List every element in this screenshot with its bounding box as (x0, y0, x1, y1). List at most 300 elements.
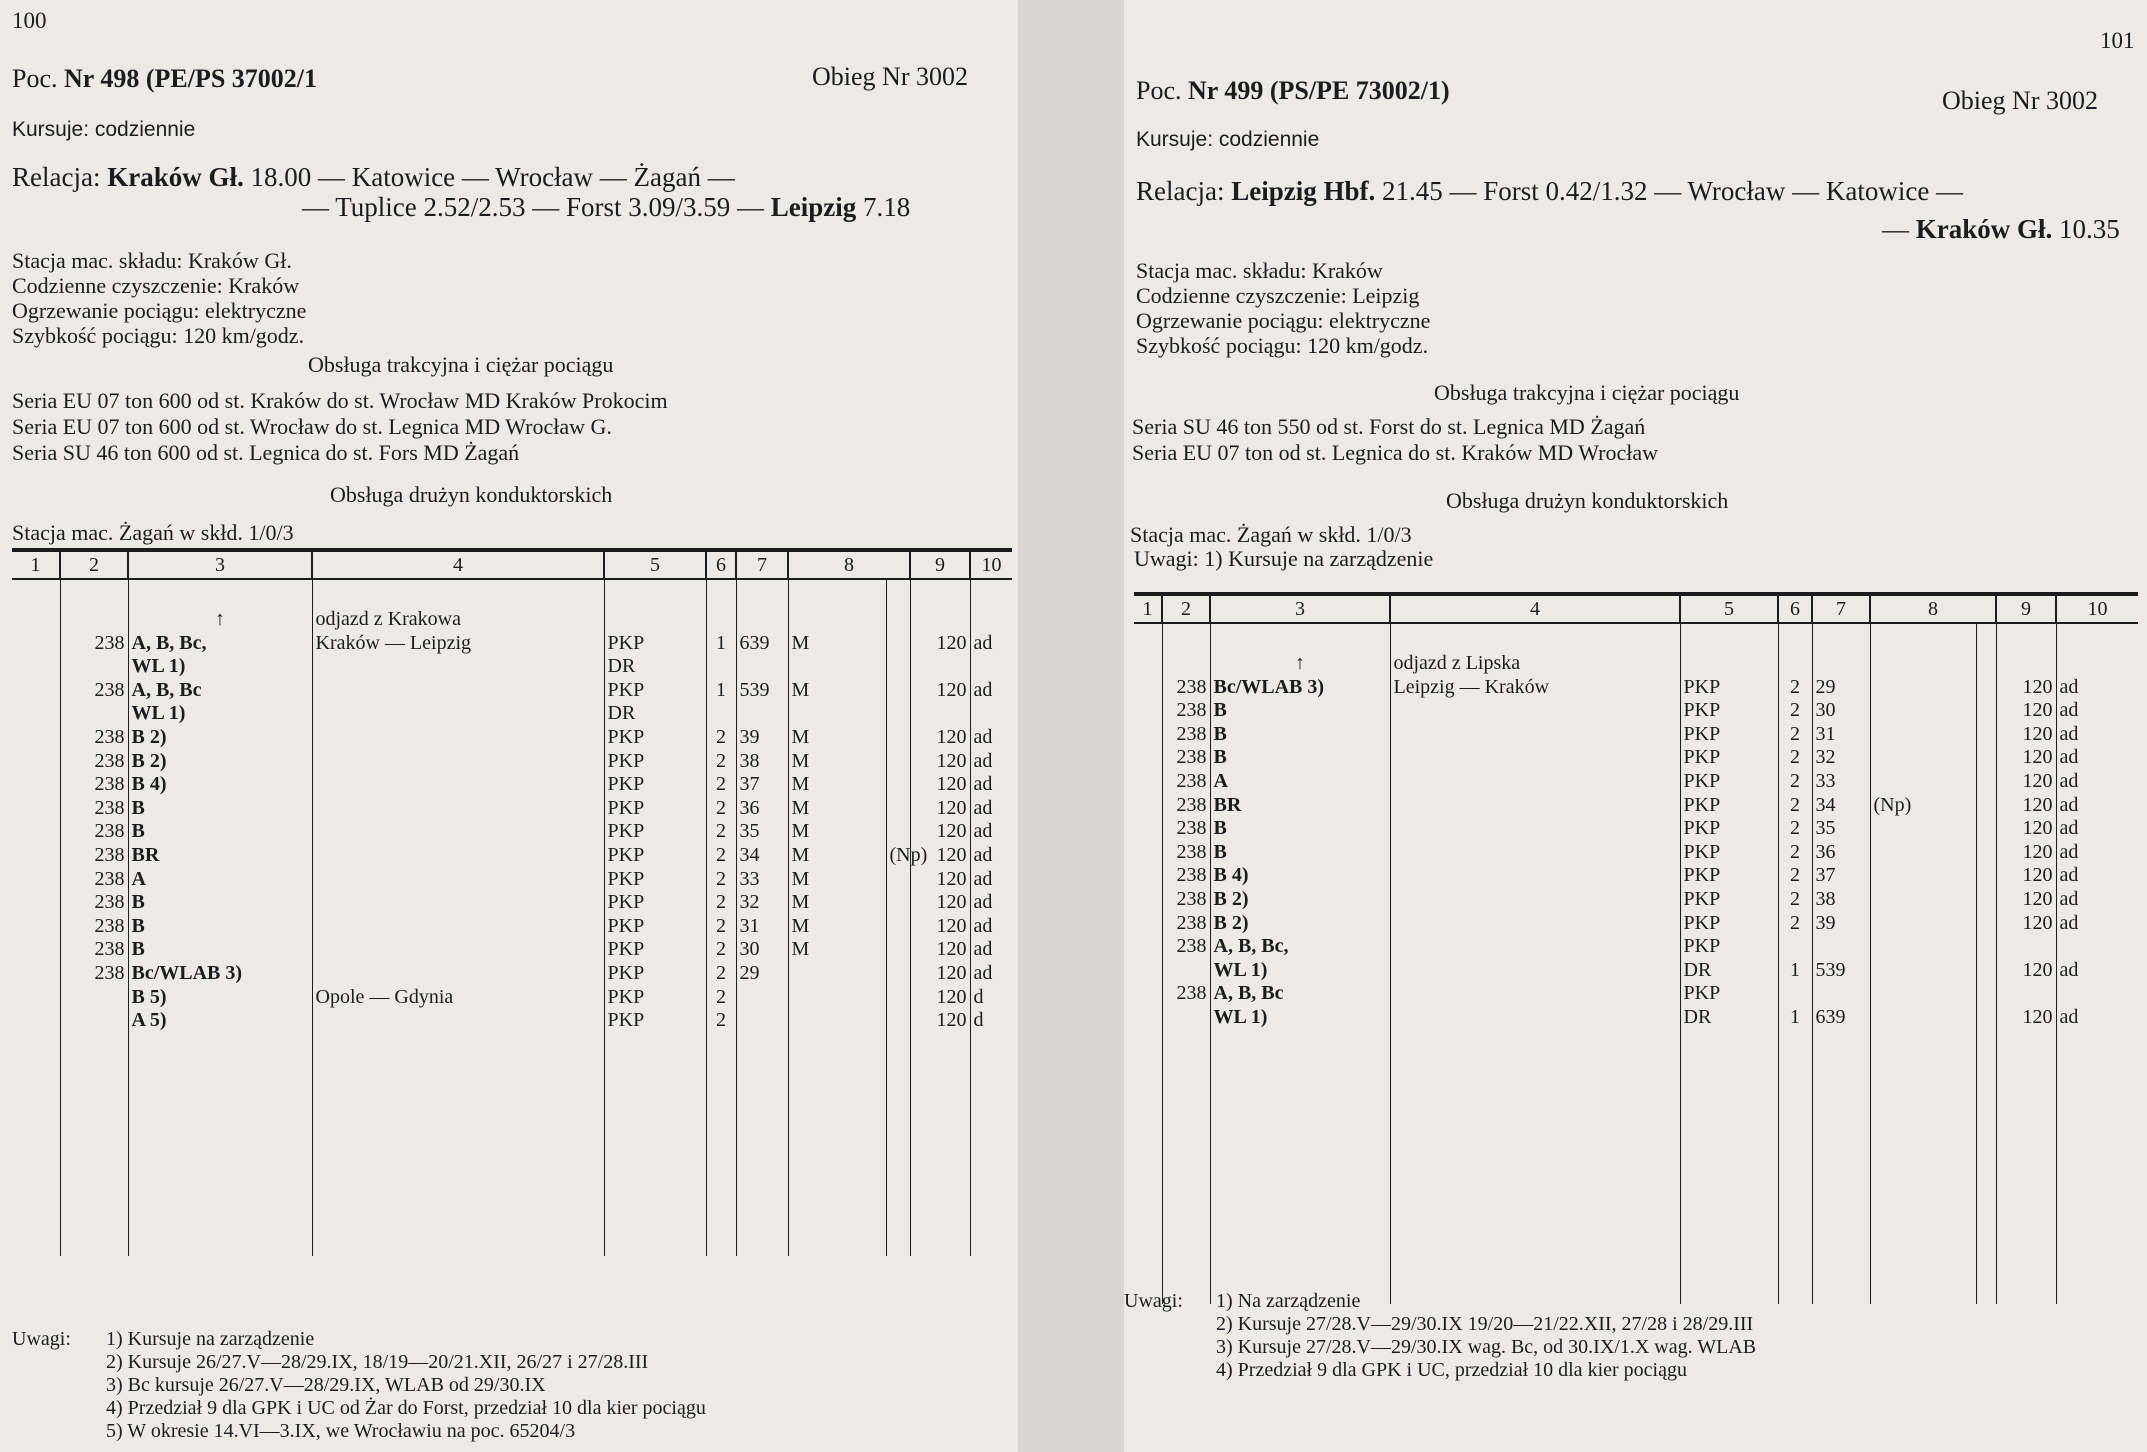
note-line: 3) Kursuje 27/28.V—29/30.IX wag. Bc, od 30.IX/1.X wag. WLAB (1216, 1336, 1757, 1358)
cell-col-10: ad (2059, 840, 2079, 863)
cell-col-7: 33 (736, 868, 788, 892)
notes-list (1216, 1290, 1756, 1382)
cell-col-9 (910, 655, 970, 679)
cell-col-6: 2 (1778, 817, 1812, 841)
info-line: Szybkość pociągu: 120 km/godz. (1136, 333, 1429, 358)
cell-col-5: PKP (604, 962, 706, 986)
cell-col-2: 238 (1162, 864, 1210, 888)
relation-line-1: Relacja: Leipzig Hbf. 21.45 — Forst 0.42/1.32 — Wrocław — Katowice — (1136, 176, 1964, 206)
cell-col-9: 120 (910, 632, 970, 656)
cell-col-8b (1976, 723, 1996, 747)
note-line: 4) Przedział 9 dla GPK i UC od Żar do Forst, przedział 10 dla kier pociągu (106, 1397, 706, 1419)
cell-col-1 (1134, 746, 1162, 770)
cell-col-5: PKP (604, 750, 706, 774)
table-row (12, 844, 1012, 868)
cell-col-4: Kraków — Leipzig (312, 632, 604, 656)
traction-line: Seria EU 07 ton od st. Legnica do st. Kraków MD Wrocław (1132, 440, 1658, 465)
cell-col-6: 2 (706, 986, 736, 1010)
cell-col-6: 2 (706, 844, 736, 868)
info-line: Codzienne czyszczenie: Kraków (12, 273, 300, 298)
table-row (12, 938, 1012, 962)
cell-col-3: A 5) (128, 1009, 312, 1033)
cell-col-9: 120 (1996, 864, 2056, 888)
cell-col-2: 238 (60, 797, 128, 821)
cell-col-5: PKP (1680, 817, 1778, 841)
cell-col-9: 120 (910, 820, 970, 844)
cell-col-5: PKP (604, 986, 706, 1010)
cell-col-10: ad (2059, 722, 2079, 745)
cell-col-3: WL 1) (128, 655, 312, 679)
cell-col-2: 238 (60, 938, 128, 962)
cell-col-8: M (788, 773, 886, 797)
cell-col-4 (312, 915, 604, 939)
table-row (12, 726, 1012, 750)
table-row (12, 655, 1012, 679)
cell-col-9: 120 (1996, 699, 2056, 723)
cell-col-5: PKP (604, 915, 706, 939)
cell-col-7 (1812, 935, 1870, 959)
cell-col-8 (1870, 888, 1976, 912)
cell-col-8 (1870, 770, 1976, 794)
notes-label: Uwagi: (1124, 1290, 1183, 1312)
cell-col-4 (1390, 841, 1680, 865)
cell-col-4 (312, 655, 604, 679)
cell-col-7: 539 (1812, 959, 1870, 983)
info-line: Ogrzewanie pociągu: elektryczne (1136, 308, 1431, 333)
cell-col-3: A, B, Bc (1210, 982, 1390, 1006)
cell-col-5: PKP (604, 868, 706, 892)
notes-label: Uwagi: (12, 1328, 71, 1350)
cell-col-5: DR (1680, 1006, 1778, 1030)
cell-col-8 (788, 702, 886, 726)
cell-col-2 (1162, 959, 1210, 983)
cell-col-1 (12, 868, 60, 892)
cell-col-8: M (788, 632, 886, 656)
cell-col-5: PKP (1680, 770, 1778, 794)
cell-col-1 (1134, 817, 1162, 841)
cell-col-8: M (788, 938, 886, 962)
cell-col-9: 120 (910, 844, 970, 868)
cell-col-8: M (788, 868, 886, 892)
cell-col-10: ad (2059, 699, 2079, 722)
cell-col-3: A, B, Bc, (1210, 935, 1390, 959)
cell-col-8b (886, 702, 910, 726)
cell-col-10: ad (2059, 769, 2079, 792)
cell-col-8b (886, 773, 910, 797)
cell-col-7: 29 (1812, 676, 1870, 700)
cell-col-5: PKP (604, 632, 706, 656)
cell-col-8b (886, 962, 910, 986)
cell-col-1 (1134, 699, 1162, 723)
cell-col-4 (1390, 1006, 1680, 1030)
cell-col-5: PKP (1680, 982, 1778, 1006)
cell-col-10: ad (973, 914, 993, 937)
cell-col-9: 120 (1996, 794, 2056, 818)
cell-col-10 (2056, 935, 2138, 959)
cell-col-7: 34 (736, 844, 788, 868)
relation-line-2: — Tuplice 2.52/2.53 — Forst 3.09/3.59 — Leipzig 7.18 (302, 192, 911, 222)
cell-col-10: ad (2059, 817, 2079, 840)
cell-col-1 (12, 702, 60, 726)
table-row (1134, 817, 2138, 841)
cell-col-1 (12, 891, 60, 915)
cell-col-8b (886, 986, 910, 1010)
cell-col-7: 29 (736, 962, 788, 986)
info-line: Szybkość pociągu: 120 km/godz. (12, 323, 305, 348)
note-line: 3) Bc kursuje 26/27.V—28/29.IX, WLAB od 29/30.IX (106, 1374, 546, 1396)
cell-col-4 (312, 868, 604, 892)
cell-col-3: A (1210, 770, 1390, 794)
cell-col-6: 2 (706, 938, 736, 962)
cell-col-9: 120 (910, 986, 970, 1010)
cell-col-1 (1134, 770, 1162, 794)
cell-col-8b (1976, 959, 1996, 983)
left-page (0, 0, 1018, 1452)
cell-col-2: 238 (60, 820, 128, 844)
cell-col-5: PKP (1680, 935, 1778, 959)
table-row (12, 868, 1012, 892)
cell-col-8b (1976, 864, 1996, 888)
cell-col-8b (886, 1009, 910, 1033)
cell-col-10: ad (2059, 911, 2079, 934)
cell-col-9: 120 (910, 915, 970, 939)
cell-col-4 (1390, 699, 1680, 723)
cell-col-2: 238 (1162, 699, 1210, 723)
departure-label: odjazd z Krakowa (312, 608, 604, 632)
cell-col-2: 238 (60, 915, 128, 939)
cell-col-7: 30 (736, 938, 788, 962)
cell-col-10 (970, 655, 1012, 679)
cell-col-6: 2 (706, 891, 736, 915)
cell-col-6 (1778, 935, 1812, 959)
cell-col-3: B (1210, 746, 1390, 770)
cell-col-9: 120 (1996, 1006, 2056, 1030)
cell-col-3: BR (128, 844, 312, 868)
cell-col-10: ad (973, 938, 993, 961)
table-row (12, 891, 1012, 915)
table-row (1134, 982, 2138, 1006)
cell-col-3: B 4) (128, 773, 312, 797)
cell-col-1 (12, 632, 60, 656)
cell-col-3: A, B, Bc (128, 679, 312, 703)
cell-col-1 (12, 726, 60, 750)
cell-col-5: PKP (604, 1009, 706, 1033)
cell-col-6: 2 (706, 726, 736, 750)
cell-col-6: 2 (1778, 770, 1812, 794)
cell-col-6: 1 (1778, 959, 1812, 983)
note-line: 1) Kursuje na zarządzenie (106, 1328, 315, 1350)
cell-col-1 (12, 844, 60, 868)
cell-col-1 (12, 915, 60, 939)
cell-col-8b (886, 868, 910, 892)
cell-col-9: 120 (910, 750, 970, 774)
page-number: 100 (12, 8, 47, 33)
cell-col-2: 238 (1162, 770, 1210, 794)
cell-col-4: Leipzig — Kraków (1390, 676, 1680, 700)
cell-col-4: Opole — Gdynia (312, 986, 604, 1010)
cell-col-7: 39 (1812, 912, 1870, 936)
cell-col-1 (12, 986, 60, 1010)
obieg-number: Obieg Nr 3002 (1942, 86, 2098, 115)
info-line: Codzienne czyszczenie: Leipzig (1136, 283, 1420, 308)
cell-col-10: ad (973, 891, 993, 914)
cell-col-5: PKP (1680, 912, 1778, 936)
relation-line-1: Relacja: Kraków Gł. 18.00 — Katowice — Wrocław — Żagań — (12, 162, 735, 192)
traction-line: Seria SU 46 ton 600 od st. Legnica do st. Fors MD Żagań (12, 440, 520, 465)
cell-col-1 (1134, 864, 1162, 888)
up-arrow-icon: ↑ (215, 608, 225, 630)
page-number: 101 (2100, 28, 2135, 53)
cell-col-10: ad (2059, 958, 2079, 981)
cell-col-6: 2 (1778, 841, 1812, 865)
cell-col-6: 1 (706, 679, 736, 703)
cell-col-5: PKP (604, 797, 706, 821)
cell-col-8 (1870, 699, 1976, 723)
cell-col-2: 238 (60, 750, 128, 774)
cell-col-9: 120 (910, 773, 970, 797)
cell-col-2: 238 (1162, 746, 1210, 770)
cell-col-6: 2 (706, 797, 736, 821)
cell-col-8 (1870, 864, 1976, 888)
cell-col-6: 2 (1778, 864, 1812, 888)
cell-col-2: 238 (1162, 912, 1210, 936)
cell-col-8 (1870, 746, 1976, 770)
cell-col-8b (886, 915, 910, 939)
cell-col-7 (736, 1009, 788, 1033)
table-row (1134, 1006, 2138, 1030)
cell-col-3: B (1210, 723, 1390, 747)
table-filler (12, 1033, 1012, 1256)
cell-col-4 (312, 750, 604, 774)
kursuje: Kursuje: codziennie (12, 118, 196, 141)
cell-col-8 (788, 1009, 886, 1033)
cell-col-5: DR (1680, 959, 1778, 983)
cell-col-7: 38 (1812, 888, 1870, 912)
cell-col-7: 35 (736, 820, 788, 844)
table-filler (1134, 1030, 2138, 1305)
cell-col-8 (1870, 676, 1976, 700)
cell-col-3: BR (1210, 794, 1390, 818)
cell-col-8b (1976, 770, 1996, 794)
relation-line-2: — Kraków Gł. 10.35 (1882, 214, 2120, 244)
cell-col-7: 30 (1812, 699, 1870, 723)
note-line: 4) Przedział 9 dla GPK i UC, przedział 10 dla kier pociągu (1216, 1359, 1687, 1381)
cell-col-8: M (788, 844, 886, 868)
cell-col-5: PKP (604, 891, 706, 915)
cell-col-10: ad (973, 725, 993, 748)
cell-col-9: 120 (910, 891, 970, 915)
cell-col-8: M (788, 750, 886, 774)
cell-col-4 (312, 844, 604, 868)
cell-col-5: PKP (1680, 746, 1778, 770)
cell-col-2: 238 (1162, 676, 1210, 700)
cell-col-8b (1976, 699, 1996, 723)
cell-col-6: 2 (706, 1009, 736, 1033)
cell-col-6: 2 (706, 868, 736, 892)
cell-col-5: PKP (1680, 676, 1778, 700)
cell-col-3: B (1210, 817, 1390, 841)
cell-col-1 (1134, 959, 1162, 983)
cell-col-8b (886, 632, 910, 656)
cell-col-8b (1976, 1006, 1996, 1030)
table-row (12, 702, 1012, 726)
cell-col-7 (736, 655, 788, 679)
table-header: 1 2 3 4 5 6 7 8 9 10 (1134, 594, 2138, 623)
cell-col-8: M (788, 726, 886, 750)
cell-col-8b (1976, 982, 1996, 1006)
cell-col-3: B (128, 820, 312, 844)
cell-col-4 (1390, 864, 1680, 888)
cell-col-1 (12, 962, 60, 986)
cell-col-9: 120 (910, 962, 970, 986)
cell-col-9: 120 (1996, 817, 2056, 841)
cell-col-6: 2 (1778, 794, 1812, 818)
consist-table (1134, 592, 2138, 1304)
cell-col-1 (12, 1009, 60, 1033)
cell-col-4 (1390, 959, 1680, 983)
train-number: Nr 498 (PE/PS 37002/1 (64, 64, 318, 93)
info-line: Stacja mac. składu: Kraków (1136, 258, 1383, 283)
cell-col-3: B (128, 891, 312, 915)
note-line: 5) W okresie 14.VI—3.IX, we Wrocławiu na poc. 65204/3 (106, 1420, 576, 1442)
cell-col-3: B 2) (128, 750, 312, 774)
cell-col-4 (1390, 912, 1680, 936)
cell-col-9: 120 (1996, 770, 2056, 794)
cell-col-8b (1976, 746, 1996, 770)
cell-col-9: 120 (910, 679, 970, 703)
cell-col-8b (1976, 912, 1996, 936)
cell-col-5: PKP (1680, 699, 1778, 723)
cell-col-4 (312, 962, 604, 986)
cell-col-9 (1996, 982, 2056, 1006)
cell-col-6: 1 (1778, 1006, 1812, 1030)
cell-col-9: 120 (1996, 746, 2056, 770)
cell-col-10: ad (973, 843, 993, 866)
cell-col-6: 2 (706, 750, 736, 774)
cell-col-10: ad (2059, 864, 2079, 887)
cell-col-7 (736, 702, 788, 726)
cell-col-7: 36 (1812, 841, 1870, 865)
cell-col-2: 238 (60, 726, 128, 750)
cell-col-2: 238 (1162, 723, 1210, 747)
cell-col-5: PKP (604, 773, 706, 797)
table-row (12, 750, 1012, 774)
cell-col-4 (1390, 770, 1680, 794)
cell-col-7: 539 (736, 679, 788, 703)
table-row (12, 773, 1012, 797)
cell-col-5: PKP (1680, 841, 1778, 865)
cell-col-3: WL 1) (1210, 959, 1390, 983)
table-row (1134, 841, 2138, 865)
cell-col-9: 120 (910, 868, 970, 892)
cell-col-5: PKP (1680, 723, 1778, 747)
cell-col-8 (1870, 841, 1976, 865)
table-row (12, 1009, 1012, 1033)
cell-col-7: 31 (736, 915, 788, 939)
table-row (12, 797, 1012, 821)
crew-title: Obsługa drużyn konduktorskich (330, 482, 613, 507)
cell-col-3: B 2) (128, 726, 312, 750)
cell-col-3: Bc/WLAB 3) (1210, 676, 1390, 700)
cell-col-2 (60, 655, 128, 679)
info-line: Ogrzewanie pociągu: elektryczne (12, 298, 307, 323)
cell-col-3: B (1210, 841, 1390, 865)
cell-col-2: 238 (60, 868, 128, 892)
notes-list (106, 1328, 706, 1443)
train-number: Nr 499 (PS/PE 73002/1) (1188, 76, 1450, 105)
cell-col-8 (1870, 1006, 1976, 1030)
cell-col-6 (1778, 982, 1812, 1006)
cell-col-4 (312, 679, 604, 703)
book-gutter (1018, 0, 1124, 1452)
cell-col-7: 32 (1812, 746, 1870, 770)
cell-col-8b (886, 797, 910, 821)
cell-col-10: ad (973, 749, 993, 772)
cell-col-8b (1976, 794, 1996, 818)
up-arrow-icon: ↑ (1295, 652, 1305, 674)
cell-col-9: 120 (1996, 676, 2056, 700)
cell-col-2: 238 (60, 773, 128, 797)
cell-col-2: 238 (60, 891, 128, 915)
traction-title: Obsługa trakcyjna i ciężar pociągu (308, 352, 614, 377)
cell-col-10: ad (973, 820, 993, 843)
cell-col-2 (1162, 1006, 1210, 1030)
note-line: 2) Kursuje 26/27.V—28/29.IX, 18/19—20/21.XII, 26/27 i 27/28.III (106, 1351, 649, 1373)
cell-col-6: 2 (706, 773, 736, 797)
cell-col-5: PKP (604, 820, 706, 844)
cell-col-2: 238 (1162, 888, 1210, 912)
cell-col-1 (1134, 935, 1162, 959)
cell-col-8b (886, 938, 910, 962)
cell-col-3: A, B, Bc, (128, 632, 312, 656)
cell-col-8b (886, 679, 910, 703)
cell-col-8b (1976, 841, 1996, 865)
note-line: 2) Kursuje 27/28.V—29/30.IX 19/20—21/22.XII, 27/28 i 28/29.III (1216, 1313, 1754, 1335)
cell-col-10: ad (973, 961, 993, 984)
cell-col-4 (1390, 817, 1680, 841)
right-page (1124, 0, 2147, 1452)
cell-col-6: 1 (706, 632, 736, 656)
cell-col-6: 2 (1778, 888, 1812, 912)
cell-col-7 (736, 986, 788, 1010)
cell-col-7: 37 (1812, 864, 1870, 888)
table-header: 1 2 3 4 5 6 7 8 9 10 (12, 550, 1012, 579)
obieg-number: Obieg Nr 3002 (812, 62, 968, 91)
cell-col-2: 238 (1162, 794, 1210, 818)
table-row (12, 679, 1012, 703)
cell-col-2: 238 (60, 632, 128, 656)
cell-col-1 (1134, 888, 1162, 912)
cell-col-8: M (788, 820, 886, 844)
cell-col-4 (1390, 794, 1680, 818)
cell-col-2 (60, 986, 128, 1010)
cell-col-4 (312, 797, 604, 821)
cell-col-8: M (788, 679, 886, 703)
cell-col-9 (910, 702, 970, 726)
cell-col-5: DR (604, 655, 706, 679)
table-row (1134, 959, 2138, 983)
cell-col-1 (1134, 912, 1162, 936)
table-row (12, 632, 1012, 656)
cell-col-5: PKP (1680, 794, 1778, 818)
cell-col-8b (886, 726, 910, 750)
cell-col-4 (1390, 982, 1680, 1006)
cell-col-3: B 4) (1210, 864, 1390, 888)
cell-col-8b (1976, 935, 1996, 959)
cell-col-8b (886, 820, 910, 844)
crew-station: Stacja mac. Żagań w skłd. 1/0/3 (1130, 522, 1412, 547)
cell-col-9: 120 (910, 938, 970, 962)
